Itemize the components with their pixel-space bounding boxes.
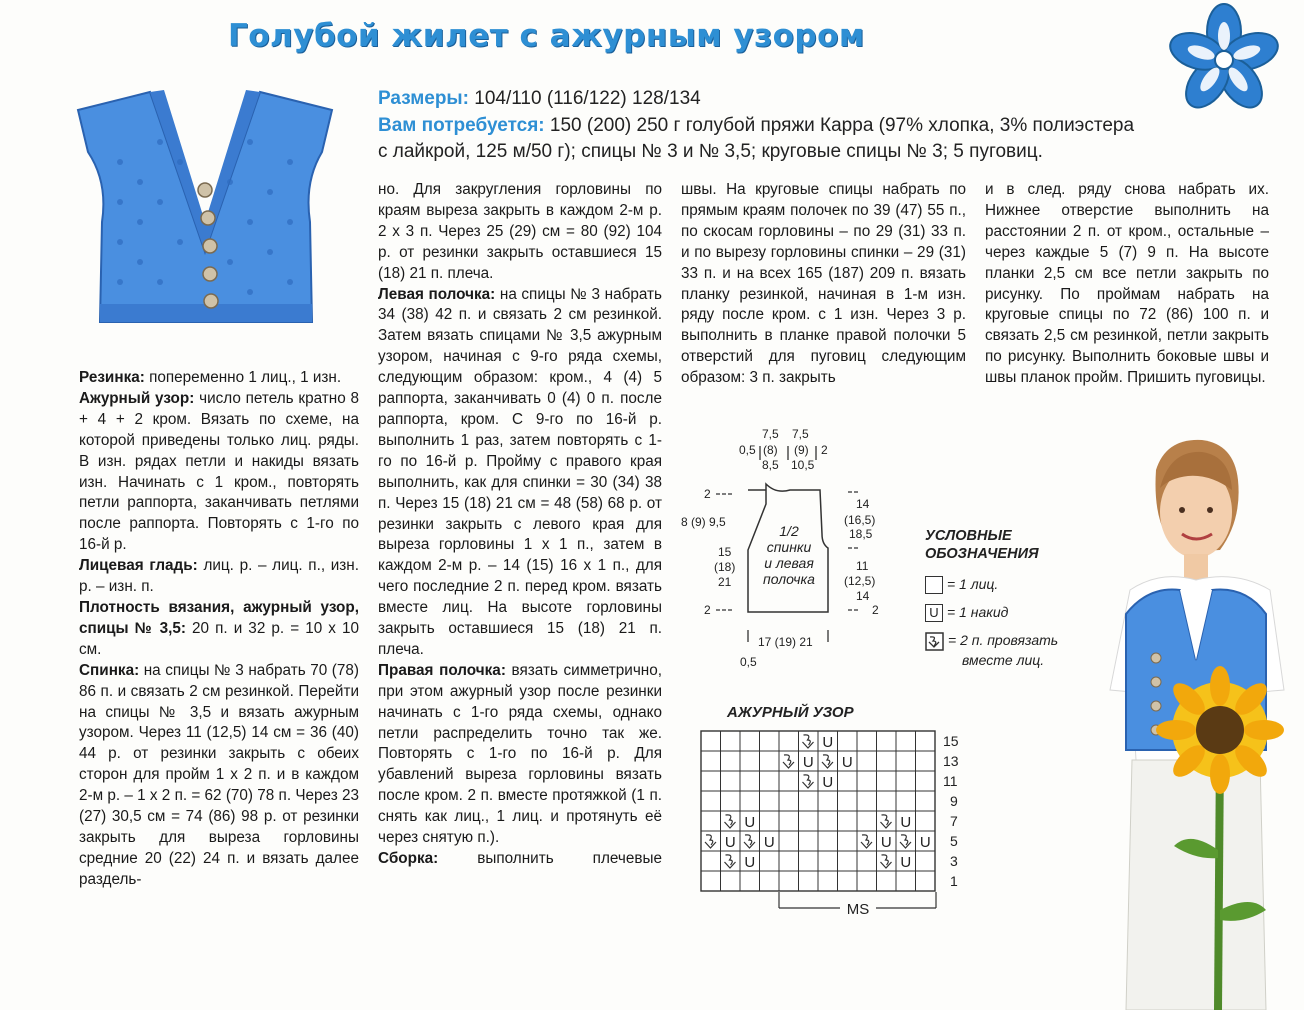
- knit-symbol-icon: [925, 576, 943, 594]
- legend-title: [925, 527, 1039, 563]
- assembly-label: Сборка:: [378, 850, 439, 867]
- row-label-7: 7: [950, 813, 958, 829]
- yarnover-cell: U: [724, 834, 736, 851]
- schematic-label-2: спинки: [766, 539, 812, 555]
- page-title: Голубой жилет с ажурным узором: [228, 18, 865, 54]
- yarnover-cell: U: [919, 834, 931, 851]
- schematic-label-3: и левая: [764, 555, 814, 571]
- yarnover-cell: U: [763, 834, 775, 851]
- rib-label: Резинка:: [79, 369, 145, 386]
- legend-knit: [925, 576, 998, 594]
- assembly-text: выполнить плечевые: [477, 850, 662, 867]
- column-1: [79, 368, 359, 891]
- row-label-5: 5: [950, 833, 958, 849]
- lace-paragraph: [79, 389, 359, 556]
- dim-left-w: 8 (9) 9,5: [681, 515, 726, 529]
- row-label-13: 13: [943, 753, 959, 769]
- ms-label: MS: [846, 901, 870, 918]
- dim-bottom: 17 (19) 21: [758, 635, 813, 649]
- rib-text: попеременно 1 лиц., 1 изн.: [149, 369, 342, 386]
- yarnover-cell: U: [880, 834, 892, 851]
- dim-left-2b: 2: [704, 603, 711, 617]
- column-3: [681, 180, 966, 389]
- right-front-text: вязать симметрично, при этом ажурный узор после резинки начинать с 1-го ряда схемы, однако петли распределить точно так же. Повторять с 1-го по 16-й р. Для убавлений выреза горловины вязать после кром. 2 п. вместе протяжкой (1 п. снять как лиц., 1 лиц. и протянуть её через снятую п.).: [378, 661, 662, 847]
- flower-logo: [1168, 2, 1280, 114]
- legend-title-line-1: УСЛОВНЫЕ: [925, 528, 1012, 544]
- dim-right-2: 2: [872, 603, 879, 617]
- schematic-label-4: полочка: [763, 571, 815, 587]
- row-label-11: 11: [943, 773, 958, 789]
- materials-value-2: с лайкрой, 125 м/50 г); спицы № 3 и № 3,5; круговые спицы № 3; 5 пуговиц.: [378, 141, 1043, 162]
- legend-yarnover-text: = 1 накид: [947, 604, 1009, 620]
- finishing-text: и в след. ряду снова набрать их. Нижнее отверстие выполнить на расстоянии 2 п. от кром., остальные – через каждые 5 (7) 9 п. На высоте планки 2,5 см все петли закрыть по рисунку. По проймам набрать на круговые спицы по 72 (86) 100 п. и связать 2,5 см резинкой, петли закрыть по рисунку. Выполнить боковые швы и швы планок пройм. Пришить пуговицы.: [985, 181, 1269, 387]
- dim-left-h1: 15: [718, 545, 732, 559]
- back-paragraph: [79, 661, 359, 891]
- row-label-9: 9: [950, 793, 958, 809]
- legend-knit-text: = 1 лиц.: [947, 576, 999, 592]
- dim-left-h3: 21: [718, 575, 732, 589]
- legend-title-line-2: ОБОЗНАЧЕНИЯ: [925, 546, 1039, 562]
- back-label: Спинка:: [79, 661, 140, 679]
- back-continued: но. Для закругления горловины по краям выреза закрыть в каждом 2-м р. 2 х 3 п. Через 25 (29) см = 80 (92) 104 р. от резинки закрыть оставшиеся 15 (18) 21 п. плеча.: [378, 181, 662, 282]
- yarnover-cell: U: [744, 814, 756, 831]
- dim-top-c1: 0,5: [739, 443, 756, 457]
- dim-top-c3: (9): [794, 443, 809, 457]
- left-front-label: Левая полочка:: [378, 285, 496, 303]
- legend-k2tog-text: = 2 п. провязать: [948, 632, 1059, 649]
- dim-right-a3: 18,5: [849, 527, 873, 541]
- child-photo: [1070, 430, 1304, 1010]
- sizes-line: [378, 86, 701, 112]
- schematic-label-1: 1/2: [779, 523, 799, 539]
- yarnover-cell: U: [822, 734, 834, 751]
- legend-k2tog: [925, 632, 1058, 651]
- row-label-1: 1: [950, 873, 958, 889]
- yarnover-cell: U: [802, 754, 814, 771]
- schematic-diagram: [676, 424, 896, 674]
- dim-top-c4: 2: [821, 443, 828, 457]
- dim-right-b1: 11: [856, 559, 869, 573]
- dim-right-a1: 14: [856, 497, 870, 511]
- dim-top-a: 7,5: [762, 427, 779, 441]
- materials-label: Вам потребуется:: [378, 115, 545, 136]
- yarnover-cell: U: [744, 854, 756, 871]
- stockinette-paragraph: [79, 556, 359, 598]
- column-2: [378, 180, 662, 870]
- chart-title: АЖУРНЫЙ УЗОР: [727, 704, 854, 721]
- right-front-label: Правая полочка:: [378, 661, 506, 679]
- dim-left-h2: (18): [714, 560, 736, 574]
- lace-label: Ажурный узор:: [79, 389, 195, 407]
- yarnover-cell: U: [900, 854, 912, 871]
- materials-value-1: 150 (200) 250 г голубой пряжи Карра (97% хлопка, 3% полиэстера: [549, 115, 1135, 136]
- sizes-label: Размеры:: [378, 88, 469, 109]
- dim-top-c2: (8): [763, 443, 778, 457]
- yarnover-symbol-icon: U: [925, 604, 943, 622]
- k2tog-symbol-icon: [925, 632, 944, 651]
- left-front-paragraph: [378, 285, 662, 661]
- yarnover-cell: U: [822, 774, 834, 791]
- lace-text: число петель кратно 8 + 4 + 2 кром. Вязать по схеме, на которой приведены только лиц. ряды. В изн. рядах петли и накиды вязать изн. Начинать с 1 кром., повторять петли раппорта, заканчивать петлями после раппорта. Повторять с 1-го по 16-й р.: [79, 389, 360, 554]
- materials-line: [378, 113, 1134, 139]
- yarnover-cell: U: [841, 754, 853, 771]
- dim-top-d1: 8,5: [762, 458, 779, 472]
- gauge-paragraph: [79, 598, 359, 661]
- dim-top-b: 7,5: [792, 427, 809, 441]
- yarnover-cell: U: [900, 814, 912, 831]
- gauge-text: 20 п. и 32 р. = 10 х 10 см.: [79, 619, 359, 658]
- assembly-paragraph: [378, 849, 662, 870]
- gauge-label: Плотность вязания, ажурный узор, спицы № 3,5:: [79, 598, 359, 637]
- stockinette-text: лиц. р. – лиц. п., изн. р. – изн. п.: [79, 557, 359, 596]
- lace-chart: [690, 726, 980, 922]
- legend-yarnover: [925, 604, 1008, 622]
- stockinette-label: Лицевая гладь:: [79, 557, 198, 575]
- column-4: [985, 180, 1269, 389]
- dim-right-b2: (12,5): [844, 574, 876, 588]
- dim-left-2a: 2: [704, 487, 711, 501]
- legend-k2tog-text-2: вместе лиц.: [962, 652, 1045, 668]
- left-front-text: на спицы № 3 набрать 34 (38) 42 п. и связать 2 см резинкой. Затем вязать спицами № 3,5 ажурным узором, начиная с 9-го ряда схемы, следующим образом: кром., 4 (4) 5 раппорта, заканчивать 0 (4) 0 п. после раппорта, кром. С 9-го по 16-й р. выполнить 1 раз, затем повторять с 1-го по 16-й р. Пройму с правого края выполнить, как для спинки = 30 (34) 38 п. Через 15 (18) 21 см = 48 (58) 68 р. от резинки закрыть с левого края для выреза горловины 1 х 1 п., затем в каждом 2-м р. – 14 (15) 16 х 1 п., для чего последние 2 п. перед кром. вязать вместе лиц. На высоте горловины закрыть оставшиеся 15 (18) 21 п. плеча.: [378, 285, 663, 658]
- row-label-3: 3: [950, 853, 958, 869]
- row-label-15: 15: [943, 733, 959, 749]
- dim-bottom-small: 0,5: [740, 655, 757, 669]
- vest-photo: [60, 82, 350, 338]
- dim-top-d2: 10,5: [791, 458, 815, 472]
- back-text: на спицы № 3 набрать 70 (78) 86 п. и связать 2 см резинкой. Перейти на спицы № 3,5 и вязать ажурным узором. Через 11 (12,5) 14 см = 36 (40) 44 р. от резинки закрыть с обеих сторон для пройм 1 х 2 п. и в каждом 2-м р. – 1 х 2 п. = 62 (70) 78 п. Через 23 (27) 30,5 см = 74 (86) 98 р. от резинки закрыть для выреза горловины средние 20 (22) 24 п. и вязать далее раздель-: [79, 661, 359, 888]
- dim-right-a2: (16,5): [844, 513, 876, 527]
- dim-right-b3: 14: [856, 589, 870, 603]
- sizes-value: 104/110 (116/122) 128/134: [474, 88, 701, 109]
- assembly-continued: швы. На круговые спицы набрать по прямым краям полочек по 39 (47) 55 п., по скосам горловины – по 29 (31) 33 п. и по вырезу горловины спинки – 29 (31) 33 п. и на всех 165 (187) 209 п. вязать планку резинкой, начиная в 1-м изн. ряду после кром. с 1 изн. Через 3 р. выполнить в планке правой полочки 5 отверстий для пуговиц следующим образом: 3 п. закрыть: [681, 181, 966, 387]
- right-front-paragraph: [378, 661, 662, 849]
- rib-paragraph: [79, 368, 359, 389]
